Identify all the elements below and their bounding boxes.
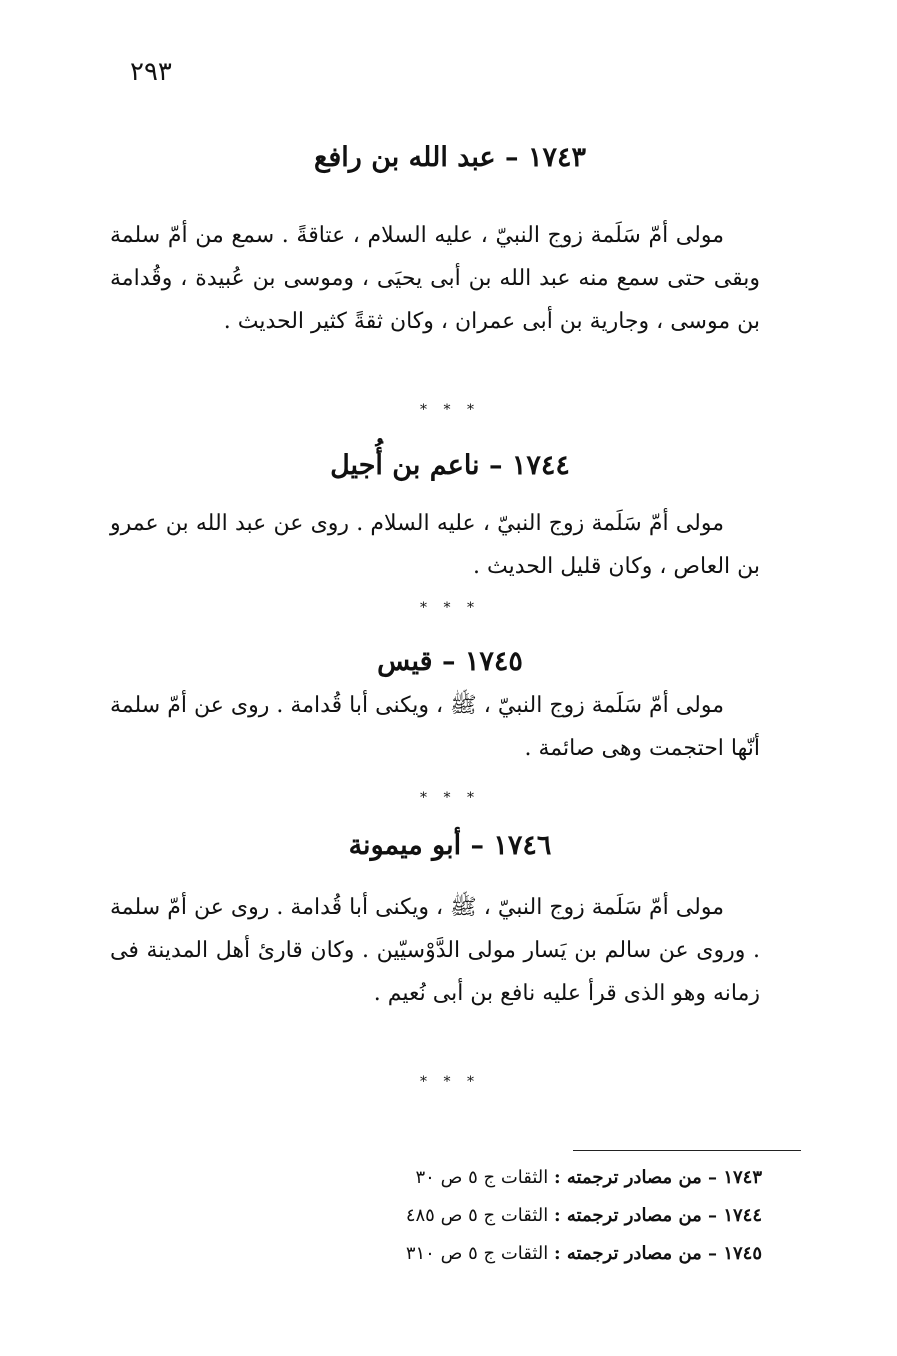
entry-heading-1746: ١٧٤٦ – أبو ميمونة bbox=[348, 830, 552, 861]
section-separator: * * * bbox=[420, 1074, 480, 1090]
entry-heading-1745: ١٧٤٥ – قيس bbox=[377, 646, 523, 677]
footnote-1744 bbox=[300, 1198, 762, 1234]
footnote-text: الثقات ج ٥ ص ٣٠ bbox=[415, 1167, 549, 1188]
footnote-1745 bbox=[300, 1236, 762, 1272]
entry-body-1746: مولى أمّ سَلَمة زوج النبيّ ، ﷺ ، ويكنى أبا قُدامة . روى عن أمّ سلمة . وروى عن سالم بن يَسار مولى الدَّوْسيّين . وكان قارئ أهل المدينة فى زمانه وهو الذى قرأ عليه نافع بن أبى نُعيم . bbox=[110, 895, 760, 1006]
entry-body-1744: مولى أمّ سَلَمة زوج النبيّ ، عليه السلام . روى عن عبد الله بن عمرو بن العاص ، وكان قليل الحديث . bbox=[110, 511, 760, 579]
footnote-label: ١٧٤٣ – من مصادر ترجمته : bbox=[554, 1167, 762, 1188]
entry-body-1743: مولى أمّ سَلَمة زوج النبيّ ، عليه السلام ، عتاقةً . سمع من أمّ سلمة وبقى حتى سمع منه عبد الله بن أبى يحيَى ، وموسى بن عُبيدة ، وقُدامة بن موسى ، وجارية بن أبى عمران ، وكان ثقةً كثير الحديث . bbox=[110, 223, 760, 334]
footnote-text: الثقات ج ٥ ص ٤٨٥ bbox=[405, 1205, 549, 1226]
section-separator: * * * bbox=[420, 790, 480, 806]
footnote-label: ١٧٤٥ – من مصادر ترجمته : bbox=[554, 1243, 762, 1264]
section-separator: * * * bbox=[420, 600, 480, 616]
footnote-label: ١٧٤٤ – من مصادر ترجمته : bbox=[554, 1205, 762, 1226]
entry-body-1745: مولى أمّ سَلَمة زوج النبيّ ، ﷺ ، ويكنى أبا قُدامة . روى عن أمّ سلمة أنّها احتجمت وهى صائمة . bbox=[110, 693, 760, 761]
entry-heading-1744: ١٧٤٤ – ناعم بن أُجيل bbox=[330, 450, 570, 481]
page-number: ٢٩٣ bbox=[130, 57, 172, 87]
footnote-1743 bbox=[300, 1160, 762, 1196]
section-separator: * * * bbox=[420, 402, 480, 418]
footnote-text: الثقات ج ٥ ص ٣١٠ bbox=[405, 1243, 549, 1264]
entry-heading-1743: ١٧٤٣ – عبد الله بن رافع bbox=[314, 142, 586, 173]
footnote-divider bbox=[573, 1150, 801, 1151]
